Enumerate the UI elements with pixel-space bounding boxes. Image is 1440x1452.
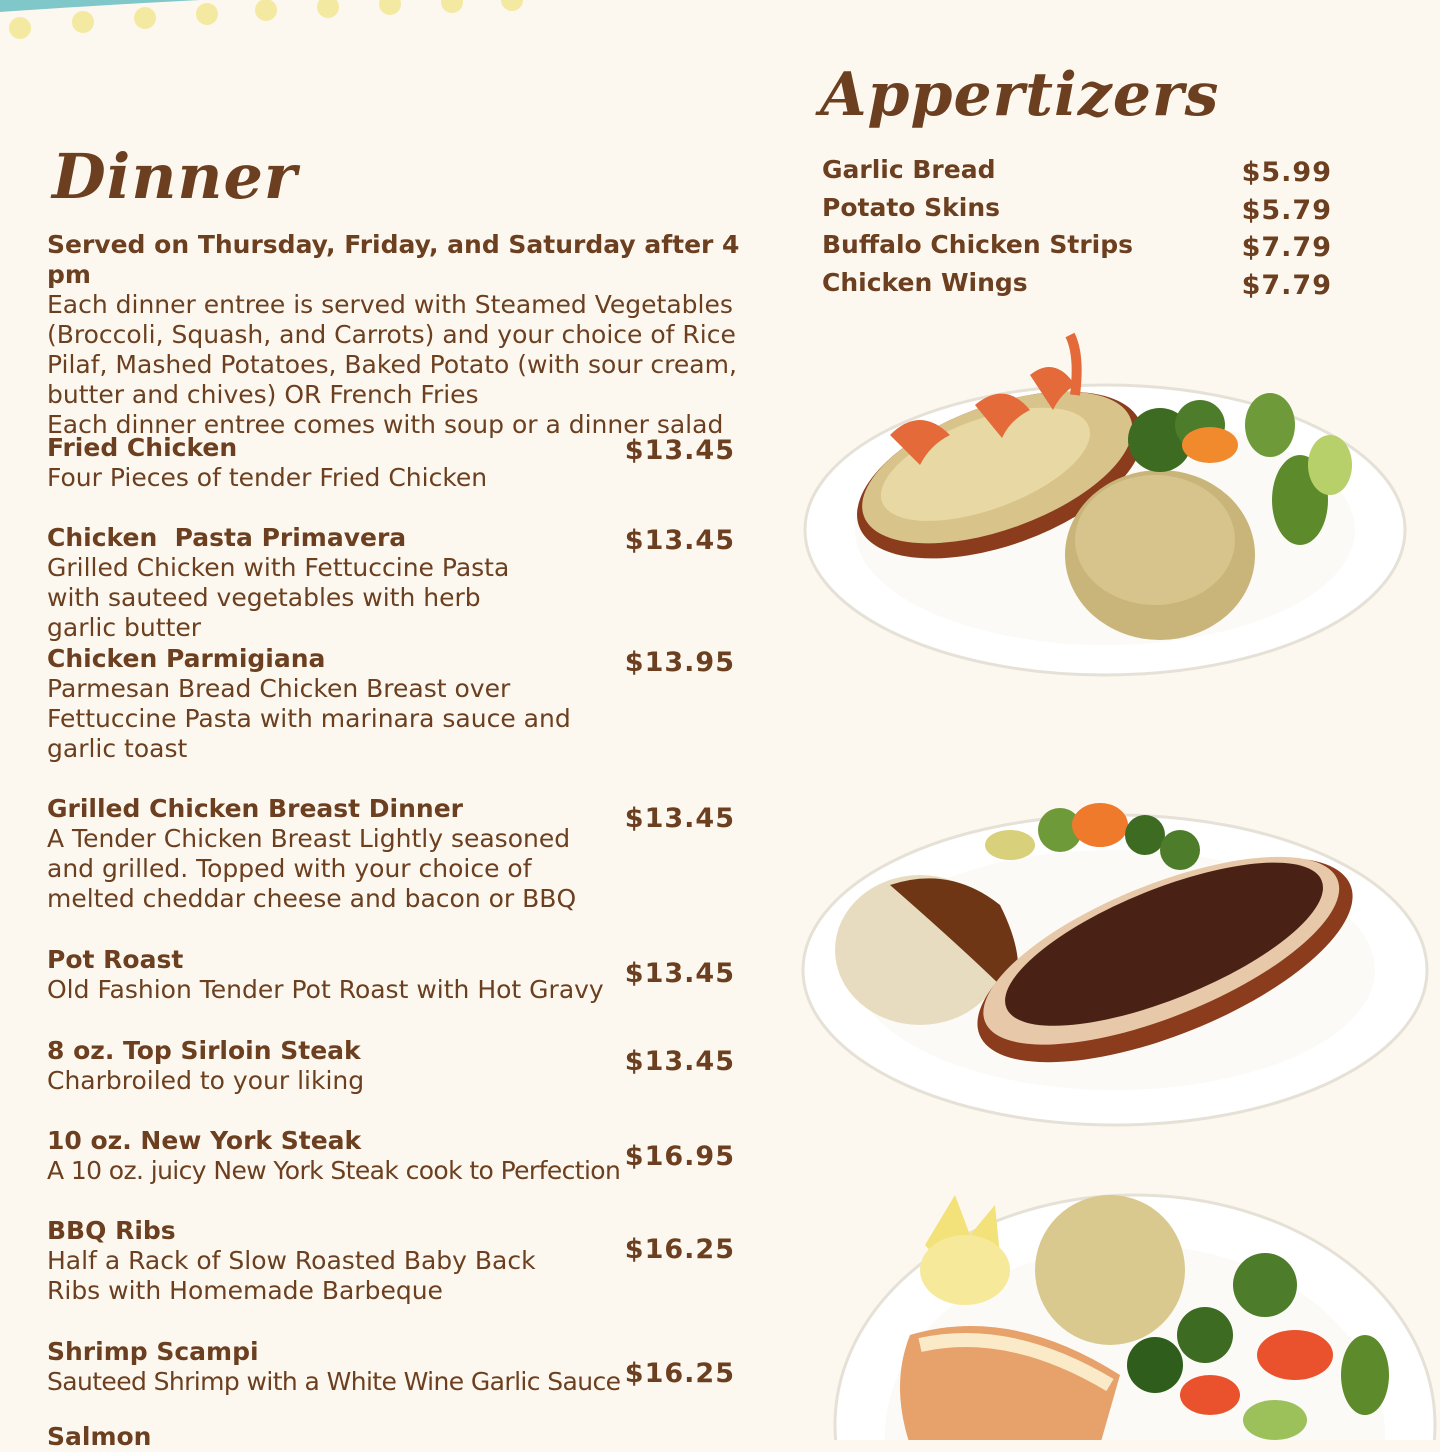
served-line: Each dinner entree comes with soup or a dinner salad: [47, 410, 724, 439]
item-desc: Half a Rack of Slow Roasted Baby Back Ribs with Homemade Barbeque: [47, 1246, 536, 1305]
item-name: Shrimp Scampi: [47, 1337, 259, 1366]
item-desc: Four Pieces of tender Fried Chicken: [47, 463, 488, 492]
item-name: Chicken Pasta Primavera: [47, 523, 407, 552]
item-desc: A Tender Chicken Breast Lightly seasoned and grilled. Topped with your choice of melted cheddar cheese and bacon or BBQ: [47, 824, 577, 913]
appetizer-list: [822, 155, 1332, 305]
dinner-info: [47, 230, 747, 440]
served-line: (Broccoli, Squash, and Carrots) and your choice of Rice: [47, 320, 736, 349]
salmon-plate-image: [825, 1185, 1440, 1440]
appetizer-item: [822, 230, 1332, 268]
shrimp-rice-plate-image: [800, 315, 1420, 685]
served-line: Each dinner entree is served with Steamed Vegetables: [47, 290, 733, 319]
appetizer-price: $7.79: [1241, 232, 1332, 263]
item-price: $16.25: [624, 1358, 735, 1389]
item-desc: Charbroiled to your liking: [47, 1066, 365, 1095]
appetizer-item: [822, 155, 1332, 193]
appetizer-name: Garlic Bread: [822, 155, 996, 184]
header-decoration: [0, 0, 760, 60]
dinner-title: Dinner: [52, 140, 298, 213]
appetizer-price: $5.79: [1241, 194, 1332, 226]
item-desc: Parmesan Bread Chicken Breast over Fettuccine Pasta with marinara sauce and garlic toast: [47, 674, 571, 763]
appetizer-item: [822, 268, 1332, 306]
appetizers-title: Appertizers: [820, 60, 1220, 130]
item-name: Pot Roast: [47, 945, 184, 974]
appetizer-price: $7.79: [1241, 269, 1332, 301]
item-name: Chicken Parmigiana: [47, 644, 326, 673]
item-desc: A 10 oz. juicy New York Steak cook to Perfection: [47, 1156, 621, 1185]
item-desc: Sauteed Shrimp with a White Wine Garlic Sauce: [47, 1367, 621, 1396]
item-price: $13.45: [624, 1046, 735, 1077]
item-desc: Grilled Chicken with Fettuccine Pasta with sauteed vegetables with herb garlic butter: [47, 553, 510, 642]
item-price: $16.95: [624, 1141, 735, 1172]
item-name: 10 oz. New York Steak: [47, 1126, 362, 1155]
served-line: Pilaf, Mashed Potatoes, Baked Potato (with sour cream,: [47, 350, 737, 379]
served-line: butter and chives) OR French Fries: [47, 380, 479, 409]
item-name: 8 oz. Top Sirloin Steak: [47, 1036, 361, 1065]
item-name: Salmon: [47, 1422, 152, 1451]
item-price: $13.45: [624, 958, 735, 989]
menu-item: [47, 1422, 747, 1452]
item-price: $13.45: [624, 525, 735, 556]
appetizer-name: Chicken Wings: [822, 267, 1028, 297]
item-price: $13.95: [624, 647, 735, 678]
appetizer-price: $5.99: [1241, 157, 1332, 188]
item-name: BBQ Ribs: [47, 1216, 176, 1245]
pot-roast-plate-image: [800, 785, 1430, 1135]
item-name: Fried Chicken: [47, 433, 238, 462]
appetizer-item: [822, 193, 1332, 231]
item-price: $13.45: [624, 803, 735, 834]
item-desc: Old Fashion Tender Pot Roast with Hot Gravy: [47, 975, 604, 1004]
item-price: $13.45: [624, 435, 735, 466]
item-price: $16.25: [624, 1234, 735, 1265]
appetizer-name: Buffalo Chicken Strips: [822, 230, 1133, 259]
appetizer-name: Potato Skins: [822, 192, 1001, 222]
served-heading: Served on Thursday, Friday, and Saturday after 4 pm: [47, 230, 740, 289]
item-name: Grilled Chicken Breast Dinner: [47, 794, 464, 823]
